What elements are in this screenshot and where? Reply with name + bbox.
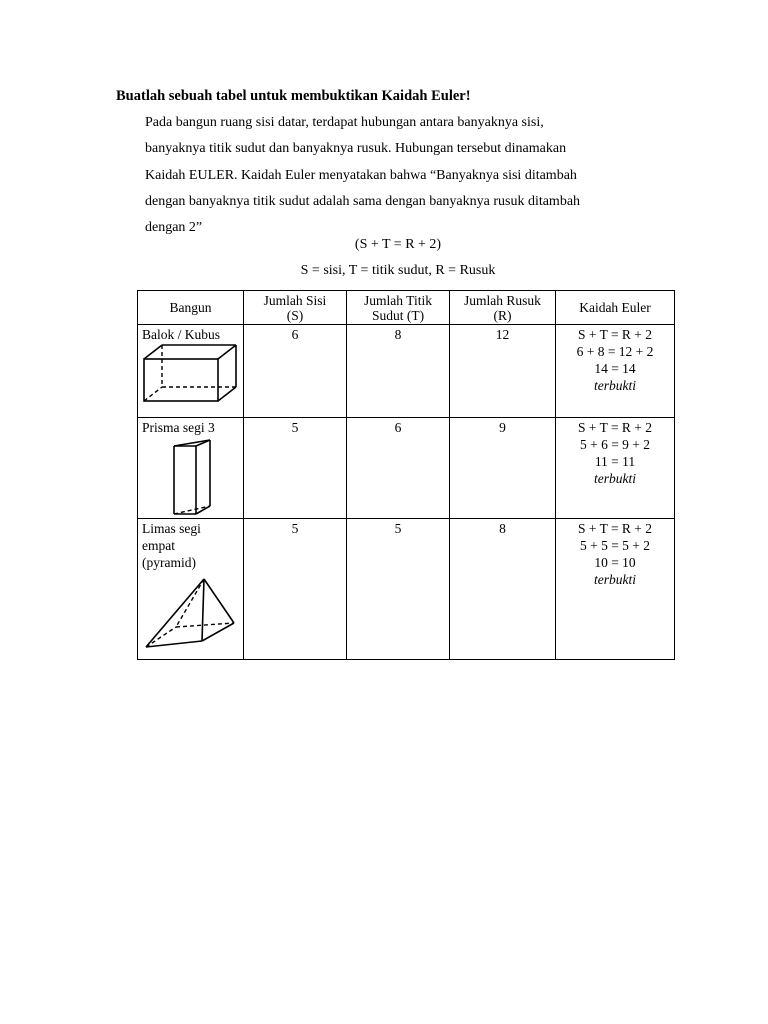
bangun-name: Prisma segi 3 xyxy=(142,420,215,435)
rule-line: 14 = 14 xyxy=(594,361,636,376)
header-jumlah-titik-sudut: Jumlah Titik Sudut (T) xyxy=(347,291,450,325)
table-row xyxy=(138,325,675,418)
page-heading: Buatlah sebuah tabel untuk membuktikan Kaidah Euler! xyxy=(116,88,471,104)
bangun-name: empat xyxy=(142,538,175,553)
triangular-prism-figure xyxy=(142,438,238,518)
table-header-row xyxy=(138,291,675,325)
proof-label: terbukti xyxy=(594,471,636,486)
proof-label: terbukti xyxy=(594,572,636,587)
square-pyramid-figure xyxy=(142,577,238,653)
rule-line: S + T = R + 2 xyxy=(577,327,653,342)
paragraph-line: Pada bangun ruang sisi datar, terdapat hubungan antara banyaknya sisi, xyxy=(145,115,544,130)
euler-formula: (S + T = R + 2) xyxy=(354,237,442,252)
table-row xyxy=(138,418,675,519)
cell-sisi: 5 xyxy=(244,418,347,519)
paragraph-line: dengan 2” xyxy=(145,220,203,236)
rule-line: S + T = R + 2 xyxy=(577,521,653,536)
cell-bangun xyxy=(138,418,244,519)
euler-table xyxy=(137,290,675,660)
rule-line: 5 + 5 = 5 + 2 xyxy=(579,538,651,553)
intro-paragraph xyxy=(145,110,665,241)
header-kaidah-euler: Kaidah Euler xyxy=(556,291,675,325)
bangun-name: (pyramid) xyxy=(142,555,196,570)
formula-legend: S = sisi, T = titik sudut, R = Rusuk xyxy=(300,263,496,278)
rule-line: 5 + 6 = 9 + 2 xyxy=(579,437,651,452)
rule-line: 10 = 10 xyxy=(594,555,636,570)
cell-titik-sudut: 6 xyxy=(347,418,450,519)
paragraph-line: Kaidah EULER. Kaidah Euler menyatakan bahwa “Banyaknya sisi ditambah xyxy=(145,167,577,183)
cell-kaidah xyxy=(556,519,675,660)
rule-line: 11 = 11 xyxy=(594,454,636,469)
bangun-name: Balok / Kubus xyxy=(142,327,221,342)
cell-titik-sudut: 8 xyxy=(347,325,450,418)
bangun-name: Limas segi xyxy=(142,521,201,536)
cell-bangun xyxy=(138,325,244,418)
rule-line: S + T = R + 2 xyxy=(577,420,653,435)
cell-sisi: 5 xyxy=(244,519,347,660)
header-bangun: Bangun xyxy=(138,291,244,325)
cell-rusuk: 8 xyxy=(450,519,556,660)
cell-kaidah xyxy=(556,418,675,519)
cell-kaidah xyxy=(556,325,675,418)
header-jumlah-rusuk: Jumlah Rusuk (R) xyxy=(450,291,556,325)
rule-line: 6 + 8 = 12 + 2 xyxy=(576,344,654,359)
header-jumlah-sisi: Jumlah Sisi (S) xyxy=(244,291,347,325)
cell-titik-sudut: 5 xyxy=(347,519,450,660)
cell-rusuk: 9 xyxy=(450,418,556,519)
proof-label: terbukti xyxy=(594,378,636,393)
cell-bangun xyxy=(138,519,244,660)
paragraph-line: banyaknya titik sudut dan banyaknya rusuk. Hubungan tersebut dinamakan xyxy=(145,141,567,157)
paragraph-line: dengan banyaknya titik sudut adalah sama dengan banyaknya rusuk ditambah xyxy=(145,193,581,209)
cell-rusuk: 12 xyxy=(450,325,556,418)
cell-sisi: 6 xyxy=(244,325,347,418)
table-row xyxy=(138,519,675,660)
cuboid-figure xyxy=(142,343,238,405)
